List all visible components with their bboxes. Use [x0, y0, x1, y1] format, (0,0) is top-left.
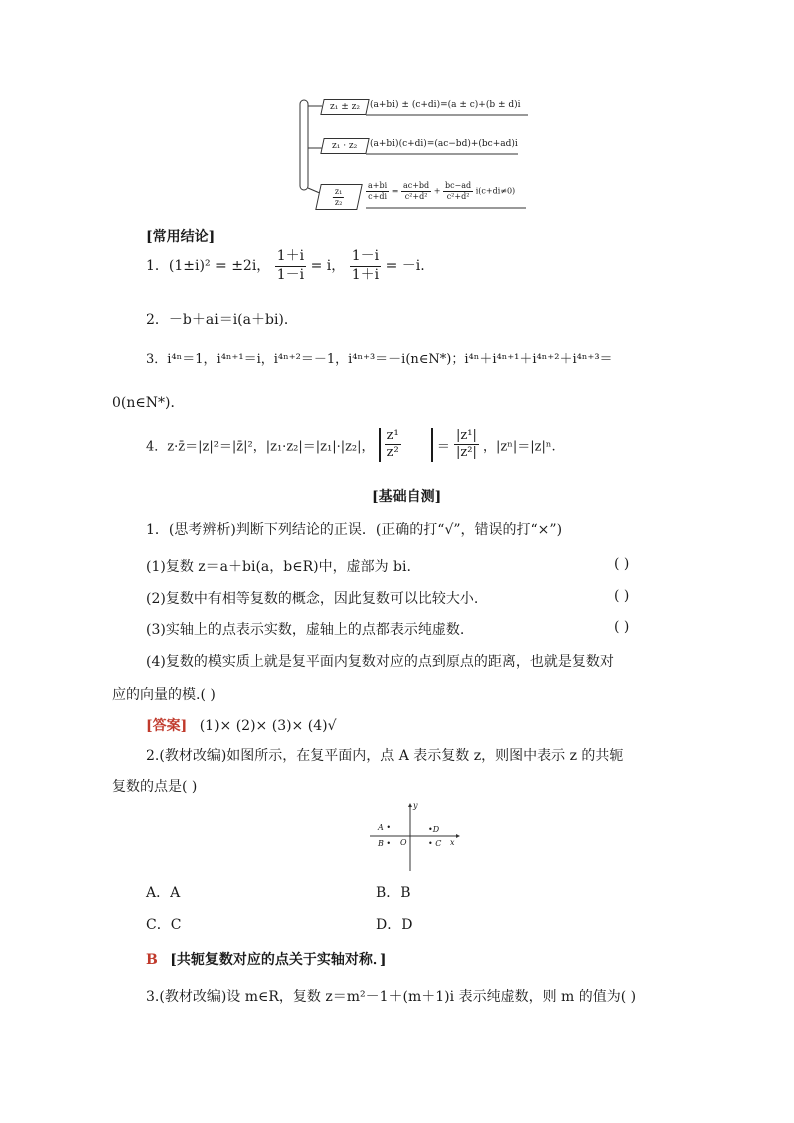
mul-label: z₁ · z₂	[332, 141, 358, 151]
div-formula: $\frac{a+bi}{c+di}$ = $\frac{ac+bd}{\text{c²+d²}}$ + $\frac{bc-ad}{\text{c²+d²}}$ i(c+di≠0)	[368, 181, 516, 201]
conclusion-item-3-line1: 3．i⁴ⁿ＝1，i⁴ⁿ⁺¹＝i，i⁴ⁿ⁺²＝－1，i⁴ⁿ⁺³＝－i(n∈N*)；i⁴ⁿ＋i⁴ⁿ⁺¹＋i⁴ⁿ⁺²＋i⁴ⁿ⁺³＝	[146, 352, 613, 367]
answer-text: (1)× (2)× (3)× (4)√	[199, 718, 337, 734]
q1-paren-3[interactable]: ( )	[614, 619, 630, 635]
q2-answer-letter: B	[146, 952, 158, 968]
complex-plane-figure	[370, 803, 460, 873]
q1-paren-1[interactable]: ( )	[614, 556, 630, 572]
q1-answer	[146, 715, 337, 735]
q1-item-4-line2: 应的向量的模.( )	[112, 687, 216, 703]
add-label: z₁ ± z₂	[330, 102, 360, 112]
q1-item-4-line1: (4)复数的模实质上就是复平面内复数对应的点到原点的距离，也就是复数对	[146, 654, 614, 670]
point-b: B •	[378, 839, 392, 848]
add-formula: (a+bi) ± (c+di)=(a ± c)+(b ± d)i	[370, 100, 521, 110]
plane-axes	[370, 803, 460, 873]
q1-paren-2[interactable]: ( )	[614, 588, 630, 604]
q1-item-2: (2)复数中有相等复数的概念，因此复数可以比较大小.	[146, 591, 479, 607]
answer-label: [答案]	[146, 718, 188, 734]
div-label-box	[315, 184, 363, 210]
option-c[interactable]: C．C	[146, 917, 182, 933]
x-axis-label: x	[450, 838, 455, 847]
conclusion-item-2: 2．－b＋ai＝i(a＋bi)．	[146, 312, 298, 328]
option-a[interactable]: A．A	[146, 885, 181, 901]
div-label: $\frac{\text{z₁}}{\text{z₂}}$	[335, 186, 343, 207]
conclusions-header: [常用结论]	[146, 229, 216, 245]
add-label-box	[320, 99, 369, 115]
q2-line2: 复数的点是( )	[112, 779, 198, 795]
q3-line: 3.(教材改编)设 m∈R，复数 z＝m²－1＋(m＋1)i 表示纯虚数，则 m 的值为( )	[146, 989, 637, 1005]
conclusion-item-3-line2: 0(n∈N*)．	[112, 395, 185, 411]
point-c: • C	[428, 839, 442, 848]
abs-quotient: $\frac{\text{z¹}}{\text{z²}}$	[379, 428, 433, 462]
q2-line1: 2.(教材改编)如图所示，在复平面内，点 A 表示复数 z，则图中表示 z 的共轭	[146, 748, 624, 764]
y-axis-label: y	[413, 801, 418, 810]
origin-label: O	[400, 838, 407, 847]
q1-item-1: (1)复数 z＝a＋bi(a，b∈R)中，虚部为 bi.	[146, 559, 411, 575]
q2-answer	[146, 949, 387, 969]
point-d: •D	[428, 825, 440, 834]
q1-item-3: (3)实轴上的点表示实数，虚轴上的点都表示纯虚数.	[146, 622, 465, 638]
point-a: A •	[378, 823, 392, 832]
conclusion-item-1: 1．(1±i)² = ±2i， $\frac{1+i}{1-i}$ = i， $\frac{1-i}{1+i}$ = －i.	[146, 248, 425, 283]
q2-answer-text: [共轭复数对应的点关于实轴对称．]	[170, 952, 387, 968]
option-b[interactable]: B．B	[376, 885, 411, 901]
conclusion-item-4: 4．z·z̄＝|z|²＝|z̄|²，|z₁·z₂|＝|z₁|·|z₂|， $\frac{\text{z¹}}{\text{z²}}$ ＝ $\frac{\text{|z¹|}}{\text{|z²|}}$ ，|zⁿ|＝|z|ⁿ.	[146, 428, 556, 461]
option-d[interactable]: D．D	[376, 917, 413, 933]
selftest-header: [基础自测]	[372, 489, 442, 505]
q1-stem: 1．(思考辨析)判断下列结论的正误．(正确的打“√”，错误的打“×”)	[146, 522, 563, 538]
mul-label-box	[320, 138, 369, 154]
mul-formula: (a+bi)(c+di)=(ac−bd)+(bc+ad)i	[370, 139, 518, 149]
